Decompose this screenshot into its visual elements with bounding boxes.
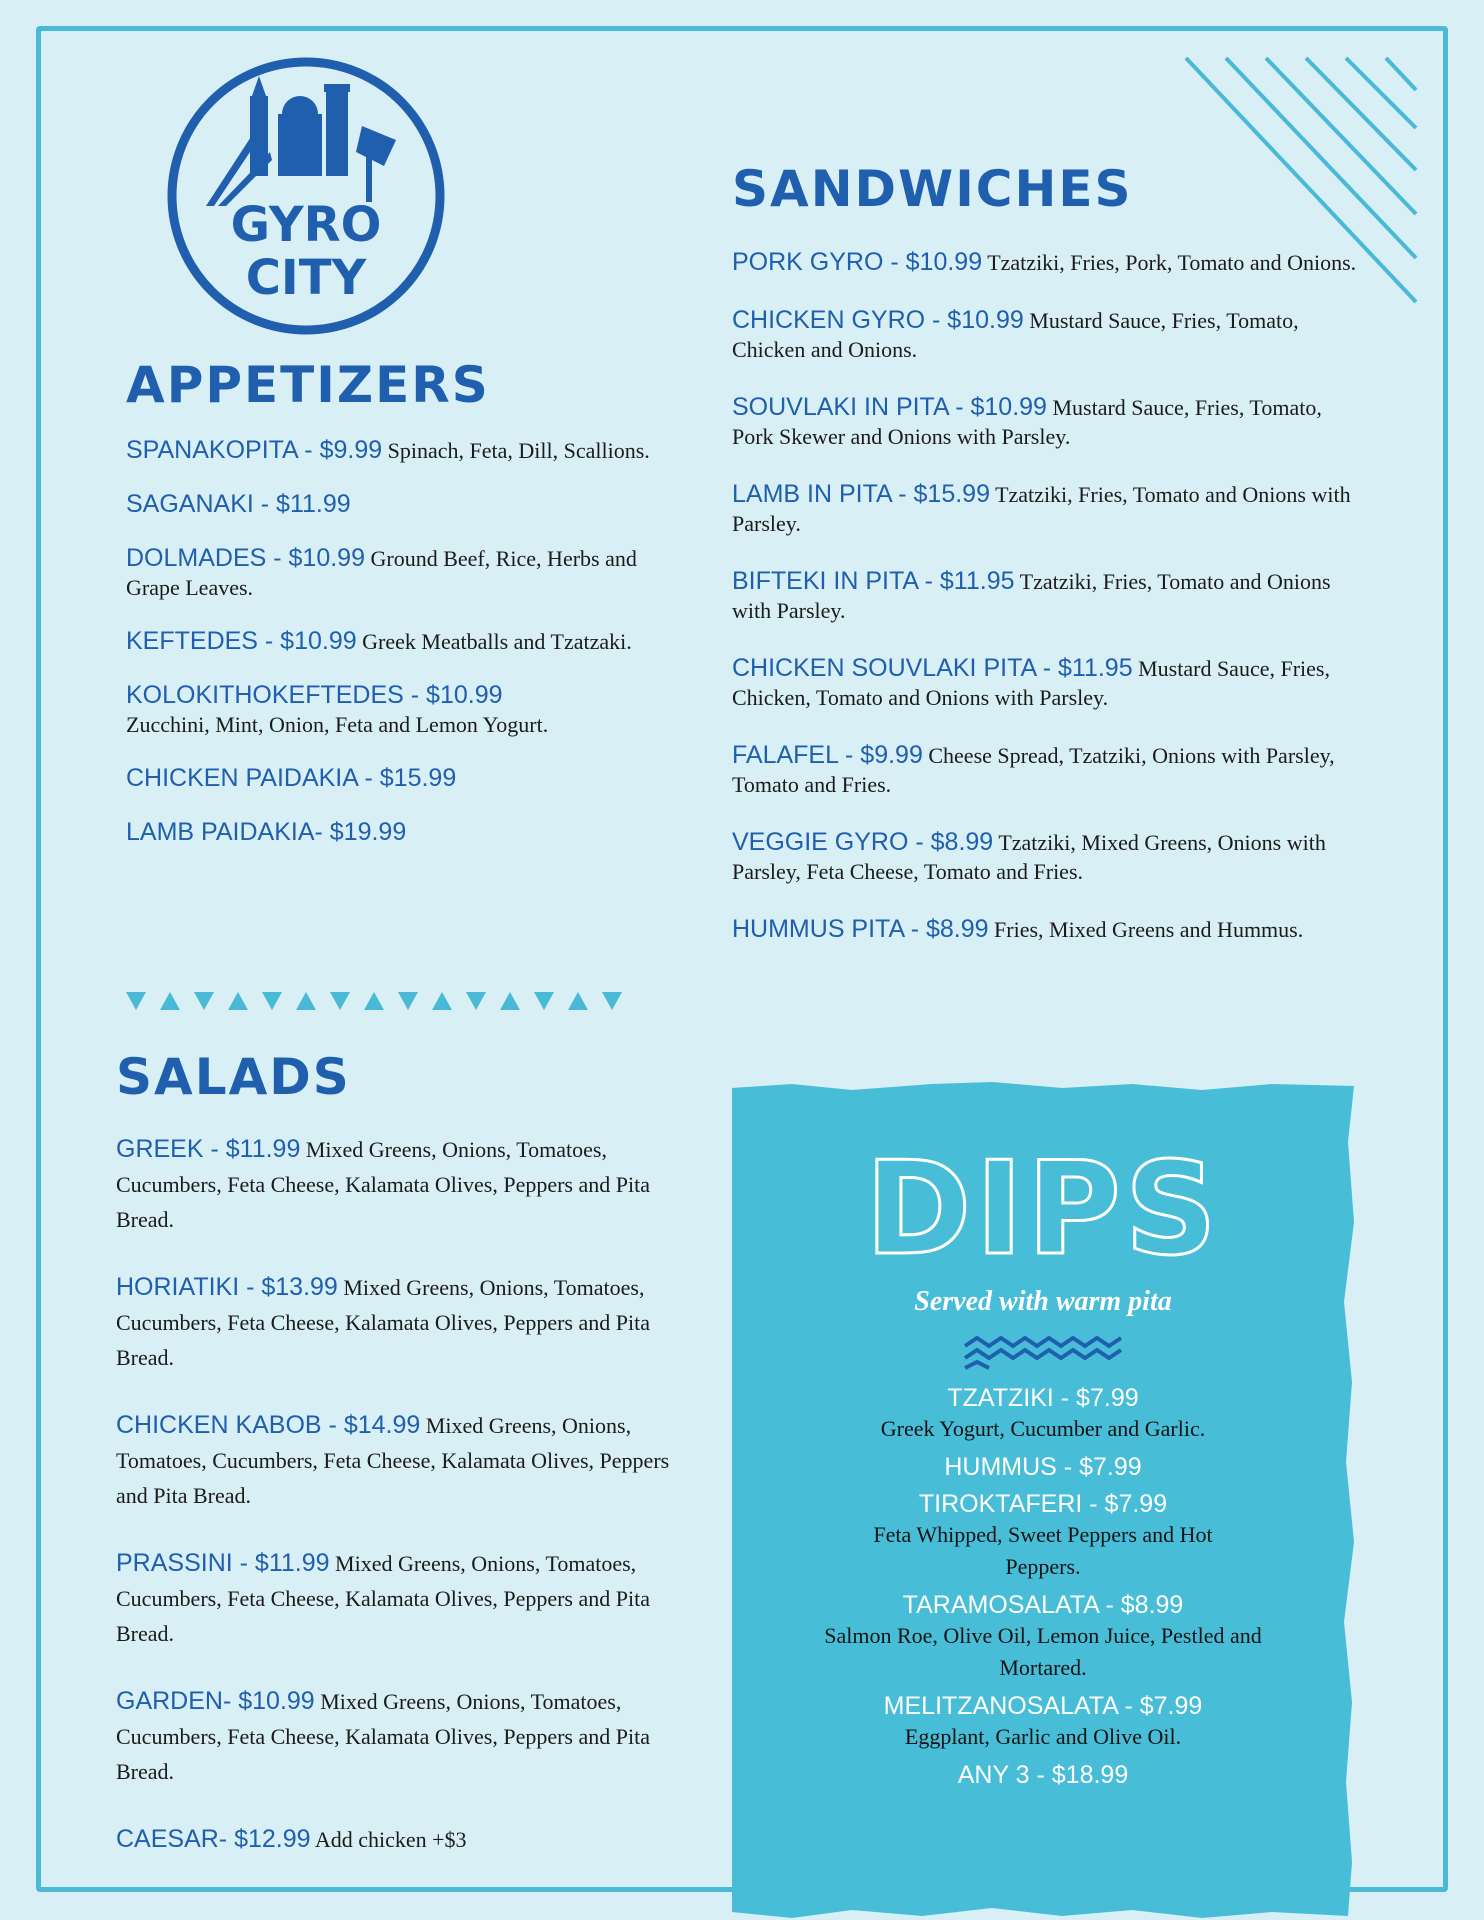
menu-item: [116, 1546, 686, 1651]
item-desc: Spinach, Feta, Dill, Scallions.: [387, 438, 650, 463]
menu-item: [116, 1132, 686, 1237]
item-name: PORK GYRO - $10.99: [732, 248, 983, 276]
dip-name: TIROKTAFERI - $7.99: [918, 1490, 1168, 1518]
salads-title: SALADS: [116, 1048, 351, 1106]
item-name: LAMB PAIDAKIA- $19.99: [126, 818, 407, 846]
item-name: GREEK - $11.99: [116, 1135, 301, 1163]
menu-item: [732, 915, 1357, 944]
dips-subtitle: Served with warm pita: [914, 1286, 1172, 1317]
menu-item: [126, 436, 686, 465]
menu-item: [126, 818, 686, 847]
item-desc: Ground Beef, Rice, Herbs and Grape Leaves.: [126, 546, 637, 600]
menu-item: [126, 627, 686, 656]
menu-item: [116, 1684, 686, 1789]
menu-item: [126, 544, 686, 602]
wave-divider: [963, 1336, 1123, 1370]
sandwiches-title: SANDWICHES: [732, 160, 1133, 218]
dip-name: TARAMOSALATA - $8.99: [902, 1591, 1184, 1619]
menu-item: [116, 1822, 686, 1857]
item-name: CHICKEN KABOB - $14.99: [116, 1411, 421, 1439]
item-desc: Greek Meatballs and Tzatzaki.: [362, 629, 632, 654]
sandwiches-section: [732, 160, 1357, 973]
menu-item: [732, 393, 1357, 451]
menu-item: [126, 764, 686, 793]
item-desc: Tzatziki, Fries, Tomato and Onions with Parsley.: [732, 569, 1331, 623]
menu-item: [732, 828, 1357, 886]
menu-item: [732, 567, 1357, 625]
item-name: KOLOKITHOKEFTEDES - $10.99: [126, 681, 503, 709]
item-name: PRASSINI - $11.99: [116, 1549, 330, 1577]
item-name: DOLMADES - $10.99: [126, 544, 365, 572]
item-name: KEFTEDES - $10.99: [126, 627, 357, 655]
item-name: SAGANAKI - $11.99: [126, 490, 351, 518]
dip-name: ANY 3 - $18.99: [957, 1761, 1129, 1789]
dip-name: TZATZIKI - $7.99: [947, 1384, 1139, 1412]
dip-desc: Eggplant, Garlic and Olive Oil.: [904, 1724, 1182, 1749]
item-name: BIFTEKI IN PITA - $11.95: [732, 567, 1015, 595]
logo-line-1: GYRO: [230, 197, 382, 253]
item-desc: Mixed Greens, Onions, Tomatoes, Cucumbers, Feta Cheese, Kalamata Olives, Peppers and Pita Bread.: [116, 1137, 650, 1232]
item-desc: Mixed Greens, Onions, Tomatoes, Cucumbers, Feta Cheese, Kalamata Olives, Peppers and Pita Bread.: [116, 1413, 670, 1508]
item-desc: Zucchini, Mint, Onion, Feta and Lemon Yogurt.: [126, 712, 549, 737]
menu-item: [732, 741, 1357, 799]
item-name: GARDEN- $10.99: [116, 1687, 315, 1715]
item-name: LAMB IN PITA - $15.99: [732, 480, 990, 508]
dip-desc: Salmon Roe, Olive Oil, Lemon Juice, Pestled and Mortared.: [824, 1623, 1262, 1680]
item-name: SOUVLAKI IN PITA - $10.99: [732, 393, 1047, 421]
item-desc: Tzatziki, Fries, Pork, Tomato and Onions.: [987, 250, 1357, 275]
item-name: CAESAR- $12.99: [116, 1825, 311, 1853]
menu-item: [732, 306, 1357, 364]
triangle-divider: [126, 988, 636, 1014]
item-desc: Tzatziki, Fries, Tomato and Onions with Parsley.: [732, 482, 1351, 536]
salads-section: [116, 1048, 686, 1890]
dips-title: DIPS: [865, 1135, 1221, 1284]
menu-item: [116, 1408, 686, 1513]
dip-desc: Feta Whipped, Sweet Peppers and Hot Peppers.: [873, 1522, 1213, 1579]
item-desc: Add chicken +$3: [314, 1827, 467, 1852]
appetizers-section: [126, 356, 686, 872]
item-desc: Fries, Mixed Greens and Hummus.: [994, 917, 1304, 942]
menu-item: [126, 490, 686, 519]
item-desc: Tzatziki, Mixed Greens, Onions with Parsley, Feta Cheese, Tomato and Fries.: [732, 830, 1326, 884]
item-name: VEGGIE GYRO - $8.99: [732, 828, 994, 856]
menu-item: [116, 1270, 686, 1375]
menu-item: [732, 480, 1357, 538]
item-name: HUMMUS PITA - $8.99: [732, 915, 989, 943]
item-name: SPANAKOPITA - $9.99: [126, 436, 383, 464]
item-name: FALAFEL - $9.99: [732, 741, 923, 769]
dip-desc: Greek Yogurt, Cucumber and Garlic.: [880, 1416, 1206, 1441]
item-name: CHICKEN PAIDAKIA - $15.99: [126, 764, 457, 792]
item-desc: Cheese Spread, Tzatziki, Onions with Parsley, Tomato and Fries.: [732, 743, 1335, 797]
dip-name: MELITZANOSALATA - $7.99: [883, 1692, 1203, 1720]
gyro-city-logo: [166, 56, 446, 336]
item-desc: Mixed Greens, Onions, Tomatoes, Cucumbers, Feta Cheese, Kalamata Olives, Peppers and Pita Bread.: [116, 1275, 650, 1370]
dip-name: HUMMUS - $7.99: [944, 1453, 1142, 1481]
logo-line-2: CITY: [245, 250, 367, 306]
item-name: CHICKEN GYRO - $10.99: [732, 306, 1024, 334]
menu-item: [126, 681, 686, 739]
menu-item: [732, 248, 1357, 277]
menu-item: [732, 654, 1357, 712]
item-desc: Mustard Sauce, Fries, Tomato, Chicken and Onions.: [732, 308, 1299, 362]
item-desc: Mixed Greens, Onions, Tomatoes, Cucumbers, Feta Cheese, Kalamata Olives, Peppers and Pita Bread.: [116, 1551, 650, 1646]
item-desc: Mustard Sauce, Fries, Chicken, Tomato and Onions with Parsley.: [732, 656, 1330, 710]
item-name: CHICKEN SOUVLAKI PITA - $11.95: [732, 654, 1133, 682]
item-desc: Mixed Greens, Onions, Tomatoes, Cucumbers, Feta Cheese, Kalamata Olives, Peppers and Pita Bread.: [116, 1689, 650, 1784]
dips-section: [732, 1082, 1354, 1790]
item-name: HORIATIKI - $13.99: [116, 1273, 338, 1301]
appetizers-title: APPETIZERS: [126, 356, 490, 414]
item-desc: Mustard Sauce, Fries, Tomato, Pork Skewer and Onions with Parsley.: [732, 395, 1322, 449]
